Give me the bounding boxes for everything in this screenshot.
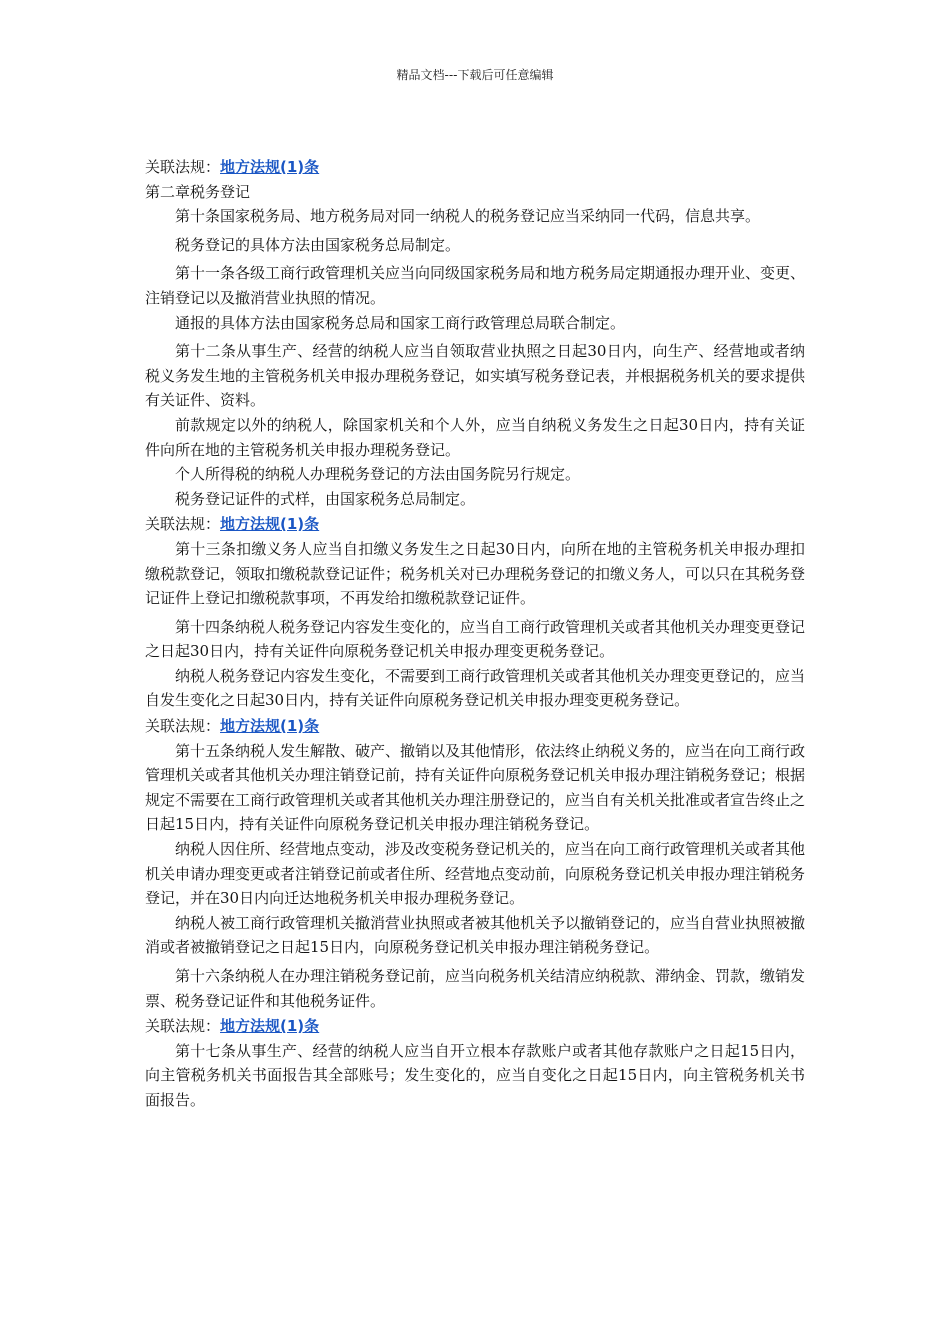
article-10-method-paragraph: 税务登记的具体方法由国家税务总局制定。 (175, 235, 461, 254)
article-15-paragraph: 第十五条纳税人发生解散、破产、撤销以及其他情形，依法终止纳税义务的，应当在向工商行政管理机关或者其他机关办理注销登记前，持有关证件向原税务登记机关申报办理注销税务登记；根据规定不需要在工商行政管理机关或者其他机关办理注册登记的，应当自有关机关批准或者宣告终止之日起15日内，持有关证件向原税务登记机关申报办理注销税务登记。 (145, 741, 806, 834)
article-12-certificate-style-paragraph: 税务登记证件的式样，由国家税务总局制定。 (175, 489, 476, 508)
article-12-paragraph: 第十二条从事生产、经营的纳税人应当自领取营业执照之日起30日内，向生产、经营地或者纳税义务发生地的主管税务机关申报办理税务登记，如实填写税务登记表，并根据税务机关的要求提供有关证件、资料。 (145, 342, 806, 410)
article-14-no-change-paragraph: 纳税人税务登记内容发生变化，不需要到工商行政管理机关或者其他机关办理变更登记的，应当自发生变化之日起30日内，持有关证件向原税务登记机关申报办理变更税务登记。 (145, 666, 806, 710)
related-regulations-link[interactable]: 地方法规(1)条 (220, 158, 320, 176)
related-label: 关联法规： (145, 717, 221, 736)
article-11-method-paragraph: 通报的具体方法由国家税务总局和国家工商行政管理总局联合制定。 (175, 313, 626, 332)
article-11-paragraph: 第十一条各级工商行政管理机关应当向同级国家税务局和地方税务局定期通报办理开业、变更、注销登记以及撤消营业执照的情况。 (145, 264, 806, 307)
article-13-paragraph: 第十三条扣缴义务人应当自扣缴义务发生之日起30日内，向所在地的主管税务机关申报办理扣缴税款登记，领取扣缴税款登记证件；税务机关对已办理税务登记的扣缴义务人，可以只在其税务登记证件上登记扣缴税款事项，不再发给扣缴税款登记证件。 (145, 539, 806, 608)
article-15-relocation-paragraph: 纳税人因住所、经营地点变动，涉及改变税务登记机关的，应当在向工商行政管理机关或者其他机关申请办理变更或者注销登记前或者住所、经营地点变动前，向原税务登记机关申报办理注销税务登记，并在30日内向迁达地税务机关申报办理税务登记。 (145, 840, 806, 908)
related-regulations-link[interactable]: 地方法规(1)条 (220, 515, 320, 534)
article-15-revocation-paragraph: 纳税人被工商行政管理机关撤消营业执照或者被其他机关予以撤销登记的，应当自营业执照被撤消或者被撤销登记之日起15日内，向原税务登记机关申报办理注销税务登记。 (145, 913, 806, 957)
chapter-title: 第二章税务登记 (145, 182, 251, 201)
related-regulations-row (145, 511, 805, 537)
article-12-income-tax-paragraph: 个人所得税的纳税人办理税务登记的方法由国务院另行规定。 (175, 465, 581, 484)
article-14-paragraph: 第十四条纳税人税务登记内容发生变化的，应当自工商行政管理机关或者其他机关办理变更登记之日起30日内，持有关证件向原税务登记机关申报办理变更税务登记。 (145, 617, 806, 661)
related-regulations-row (145, 154, 805, 180)
related-regulations-link[interactable]: 地方法规(1)条 (220, 1017, 320, 1036)
article-12-other-taxpayers-paragraph: 前款规定以外的纳税人，除国家机关和个人外，应当自纳税义务发生之日起30日内，持有关证件向所在地的主管税务机关申报办理税务登记。 (145, 415, 805, 459)
article-16-paragraph: 第十六条纳税人在办理注销税务登记前，应当向税务机关结清应纳税款、滞纳金、罚款，缴销发票、税务登记证件和其他税务证件。 (145, 967, 806, 1010)
article-10-paragraph: 第十条国家税务局、地方税务局对同一纳税人的税务登记应当采纳同一代码，信息共享。 (175, 207, 761, 226)
document-body (145, 154, 805, 1113)
related-label: 关联法规： (145, 158, 221, 176)
page-header-watermark: 精品文档---下载后可任意编辑 (396, 68, 554, 82)
related-label: 关联法规： (145, 1017, 221, 1036)
article-17-paragraph: 第十七条从事生产、经营的纳税人应当自开立根本存款账户或者其他存款账户之日起15日内，向主管税务机关书面报告其全部账号；发生变化的，应当自变化之日起15日内，向主管税务机关书面报告。 (145, 1041, 805, 1109)
related-regulations-row (145, 713, 805, 739)
related-label: 关联法规： (145, 515, 221, 534)
related-regulations-row (145, 1013, 805, 1039)
related-regulations-link[interactable]: 地方法规(1)条 (220, 717, 320, 736)
